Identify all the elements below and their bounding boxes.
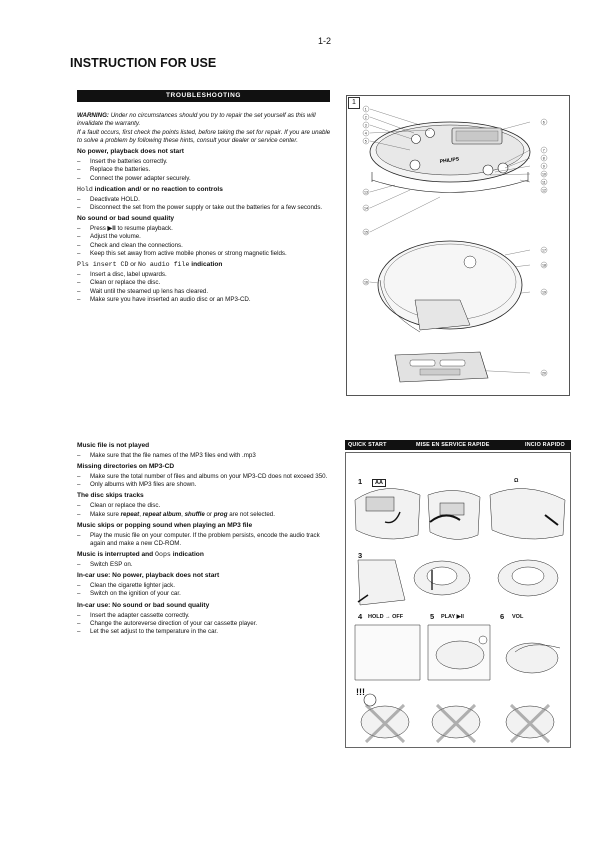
- callout-label: 4: [364, 131, 367, 136]
- list-item: – Change the autoreverse direction of your car cassette player.: [77, 620, 335, 628]
- callout-label: 16: [364, 280, 368, 285]
- battery-aa-label: AA: [372, 479, 386, 487]
- list-item: – Connect the power adapter securely.: [77, 175, 335, 183]
- list-item: – Check and clean the connections.: [77, 242, 335, 250]
- text: indication: [189, 261, 223, 269]
- list-item: – Replace the batteries.: [77, 166, 335, 174]
- callout-label: 20: [542, 371, 546, 376]
- mode-name: prog: [213, 510, 228, 518]
- display-text: Oops: [155, 551, 171, 559]
- section-heading: Music skips or popping sound when playing an MP3 file: [77, 521, 253, 529]
- step-4-number: 4: [358, 612, 363, 621]
- callout-label: 17: [542, 248, 546, 253]
- list-item: – Wait until the steamed up lens has cleared.: [77, 288, 335, 296]
- warning-icon: !!!: [356, 687, 365, 697]
- list-item: – Play the music file on your computer. If the problem persists, encode the audio track again and make a new CD-ROM.: [77, 532, 335, 549]
- list-item: – Clean the cigarette lighter jack.: [77, 582, 335, 590]
- callout-label: 6: [542, 120, 545, 125]
- text: ,: [181, 510, 185, 518]
- callout-label: 13: [364, 190, 368, 195]
- list-item: – Clean or replace the disc.: [77, 502, 335, 510]
- text: or: [128, 261, 138, 269]
- callout-label: 5: [364, 139, 367, 144]
- text: ,: [139, 510, 143, 518]
- list-item: – Only albums with MP3 files are shown.: [77, 481, 335, 489]
- list-item: – Keep this set away from active mobile phones or strong magnetic fields.: [77, 250, 335, 258]
- mode-name: repeat album: [142, 510, 182, 518]
- play-pause-label: PLAY ▶II: [441, 614, 464, 620]
- list-item: – Deactivate HOLD.: [77, 196, 335, 204]
- warning-text-2: If a fault occurs, first check the points listed, before taking the set for repair. If you are unable to solve a problem by following these hints, consult your dealer or service center.: [77, 128, 331, 144]
- text: Press: [90, 225, 108, 233]
- section-heading: No power, playback does not start: [77, 148, 184, 156]
- callout-label: 10: [542, 172, 546, 177]
- callout-label: 1: [364, 107, 367, 112]
- step-3-number: 3: [358, 551, 363, 560]
- heading-text: indication and/ or no reaction to controls: [92, 185, 223, 193]
- section-heading: The disc skips tracks: [77, 492, 144, 500]
- list-item: – Insert a disc, label upwards.: [77, 271, 335, 279]
- heading-text: indication: [170, 551, 204, 559]
- list-item: – Insert the adapter cassette correctly.: [77, 612, 335, 620]
- section-heading: Missing directories on MP3-CD: [77, 463, 175, 471]
- section-heading: Music file is not played: [77, 442, 150, 449]
- warning-text: Under no circumstances should you try to repair the set yourself as this will invalidate the warranty.: [77, 112, 316, 128]
- text: Make sure: [90, 510, 121, 518]
- step-1-number: 1: [358, 477, 363, 486]
- troubleshooting-header: TROUBLESHOOTING: [77, 90, 330, 102]
- text: are not selected.: [227, 510, 275, 518]
- mode-name: repeat: [120, 510, 140, 518]
- callout-label: 19: [542, 290, 546, 295]
- callout-label: 12: [542, 188, 546, 193]
- list-item: – Clean or replace the disc.: [77, 279, 335, 287]
- callout-label: 3: [364, 123, 367, 128]
- warning-label: WARNING:: [77, 112, 109, 119]
- section-heading: In-car use: No power, playback does not start: [77, 572, 220, 580]
- callout-label: 11: [542, 180, 546, 185]
- mise-en-service-title: MISE EN SERVICE RAPIDE: [416, 442, 490, 448]
- callout-label: 18: [542, 263, 546, 268]
- quick-start-title: QUICK START: [348, 442, 387, 448]
- list-item: – Make sure that the file names of the MP3 files end with .mp3: [77, 452, 335, 460]
- mode-name: shuffle: [184, 510, 205, 518]
- callout-label: 9: [542, 164, 545, 169]
- play-pause-icon: ▶II: [107, 225, 116, 233]
- volume-label: VOL: [512, 614, 524, 620]
- list-item: – Make sure you have inserted an audio disc or an MP3-CD.: [77, 296, 335, 304]
- brand-logo: PHILIPS: [439, 156, 460, 165]
- heading-text: Music is interrupted and: [77, 551, 156, 559]
- headphone-icon: Ω: [514, 478, 519, 484]
- display-text: Hold: [77, 185, 93, 193]
- page-title: INSTRUCTION FOR USE: [70, 56, 217, 70]
- text: or: [204, 510, 214, 518]
- callout-label: 7: [542, 148, 545, 153]
- section-heading: In-car use: No sound or bad sound quality: [77, 601, 210, 609]
- list-item: – Make sure the total number of files and albums on your MP3-CD does not exceed 350.: [77, 473, 335, 481]
- list-item: – Disconnect the set from the power supply or take out the batteries for a few seconds.: [77, 204, 335, 212]
- callout-label: 14: [364, 206, 368, 211]
- list-item: – Let the set adjust to the temperature in the car.: [77, 628, 335, 636]
- callout-label: 15: [364, 230, 368, 235]
- list-item: – Adjust the volume.: [77, 233, 335, 241]
- inicio-rapido-title: INCIO RAPIDO: [525, 442, 565, 448]
- section-heading: No sound or bad sound quality: [77, 215, 175, 223]
- display-text: No audio file: [137, 261, 190, 269]
- page-number: 1-2: [318, 36, 332, 46]
- callout-label: 2: [364, 115, 367, 120]
- display-text: Pls insert CD: [77, 261, 129, 269]
- callout-label: 8: [542, 156, 545, 161]
- list-item: – Insert the batteries correctly.: [77, 158, 335, 166]
- list-item: – Switch on the ignition of your car.: [77, 590, 335, 598]
- step-6-number: 6: [500, 612, 505, 621]
- figure-number: 1: [348, 97, 360, 109]
- step-5-number: 5: [430, 612, 435, 621]
- text: to resume playback.: [115, 225, 173, 233]
- hold-off-label: HOLD → OFF: [368, 614, 404, 620]
- list-item: – Switch ESP on.: [77, 561, 335, 569]
